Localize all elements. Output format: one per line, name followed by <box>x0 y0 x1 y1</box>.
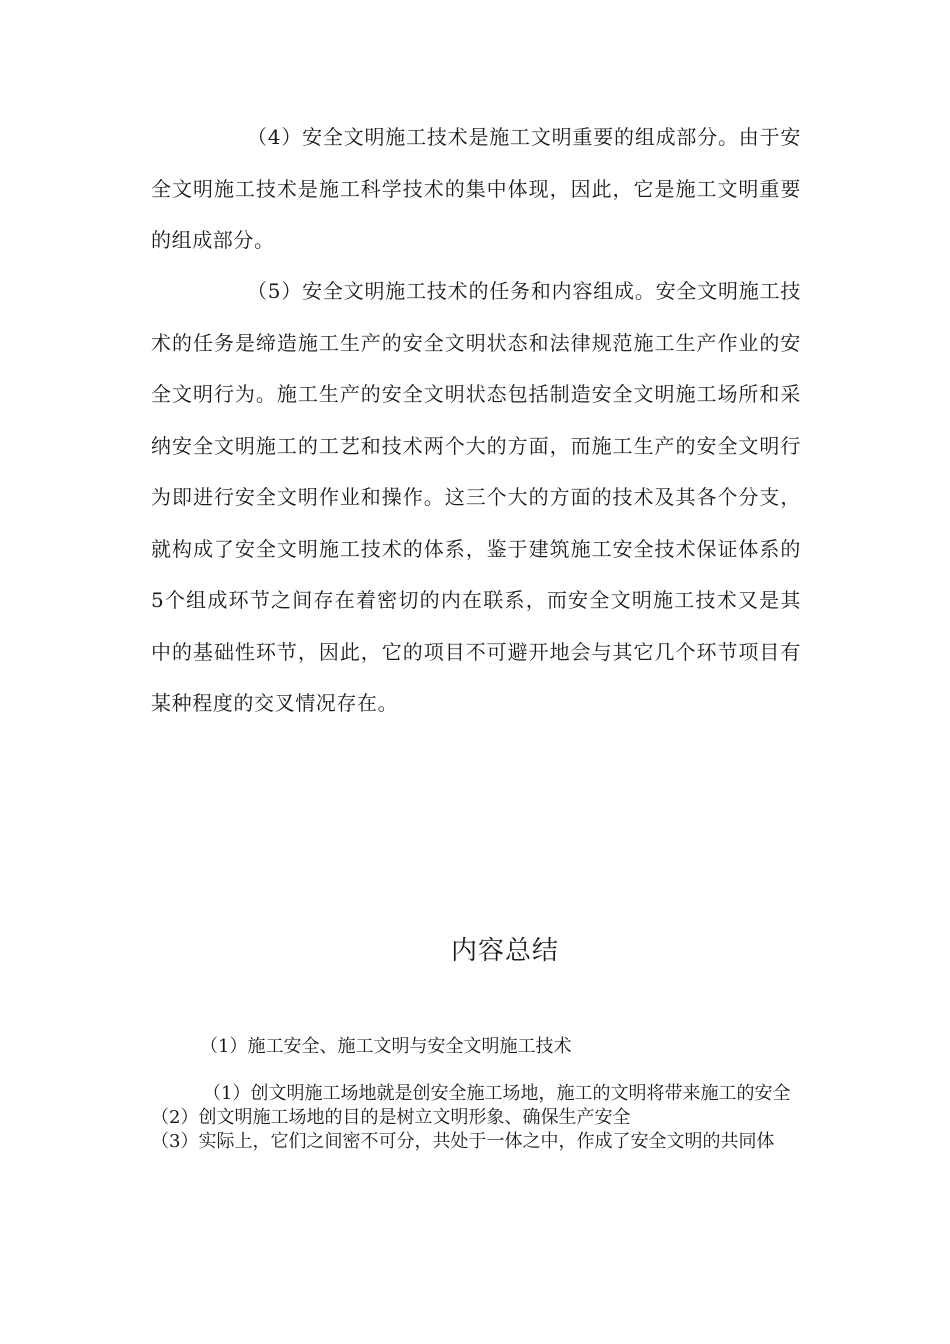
summary-title: 内容总结 <box>450 936 559 966</box>
summary-list <box>151 1082 791 1154</box>
paragraph-5: （5）安全文明施工技术的任务和内容组成。安全文明施工技术的任务是缔造施工生产的安全文明状态和法律规范施工生产作业的安全文明行为。施工生产的安全文明状态包括制造安全文明施工场所和采纳安全文明施工的工艺和技术两个大的方面，而施工生产的安全文明行为即进行安全文明作业和操作。这三个大的方面的技术及其各个分支，就构成了安全文明施工技术的体系，鉴于建筑施工安全技术保证体系的5个组成环节之间存在着密切的内在联系，而安全文明施工技术又是其中的基础性环节，因此，它的项目不可避开地会与其它几个环节项目有某种程度的交叉情况存在。 <box>151 279 801 715</box>
summary-item-3: （3）实际上，它们之间密不可分，共处于一体之中，作成了安全文明的共同体 <box>151 1131 775 1152</box>
summary-item-2: （2）创文明施工场地的目的是树立文明形象、确保生产安全 <box>151 1107 631 1128</box>
paragraph-4: （4）安全文明施工技术是施工文明重要的组成部分。由于安全文明施工技术是施工科学技术的集中体现，因此，它是施工文明重要的组成部分。 <box>151 125 801 252</box>
summary-item-1: （1）创文明施工场地就是创安全施工场地，施工的文明将带来施工的安全 <box>203 1083 791 1104</box>
summary-heading: （1）施工安全、施工文明与安全文明施工技术 <box>200 1036 572 1057</box>
